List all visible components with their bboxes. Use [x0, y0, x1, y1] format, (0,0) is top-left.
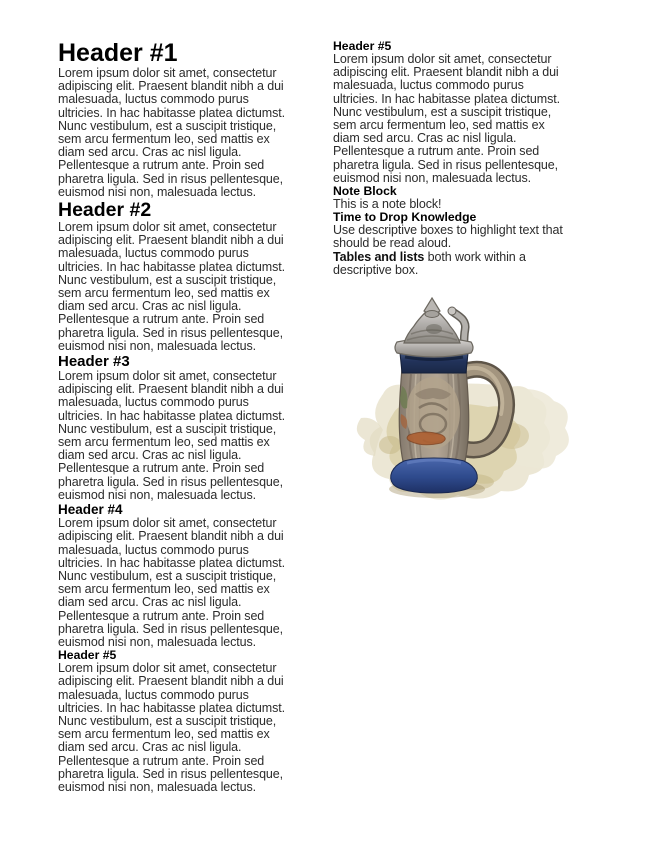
text-line: Lorem ipsum dolor sit amet, consectetur — [58, 516, 277, 531]
text-line: ultricies. In hac habitasse platea dictumst. — [58, 408, 285, 423]
text-line: euismod nisi non, malesuada lectus. — [58, 487, 257, 502]
text-line: euismod nisi non, malesuada lectus. — [58, 184, 257, 199]
text-line: diam sed arcu. Cras ac nisl ligula. — [58, 448, 242, 463]
text-line: malesuada, luctus commodo purus — [58, 246, 249, 261]
orange-band — [407, 432, 445, 445]
note-block-text: This is a note block! — [333, 197, 442, 212]
text-line: diam sed arcu. Cras ac nisl ligula. — [58, 145, 242, 160]
text-line: malesuada, luctus commodo purus — [58, 92, 249, 107]
text-line: euismod nisi non, malesuada lectus. — [58, 779, 257, 794]
lorem-paragraph — [58, 662, 320, 794]
text-line: malesuada, luctus commodo purus — [333, 78, 524, 93]
lorem-paragraph — [58, 221, 320, 353]
text-line: Nunc vestibulum, est a suscipit tristique, — [58, 568, 277, 583]
text-line: sem arcu fermentum leo, sed mattis ex — [333, 118, 545, 133]
text-line: malesuada, luctus commodo purus — [58, 395, 249, 410]
text-line: Nunc vestibulum, est a suscipit tristique, — [333, 104, 552, 119]
text-line: pharetra ligula. Sed in risus pellentesque, — [58, 325, 284, 340]
lorem-paragraph — [58, 67, 320, 199]
lorem-paragraph — [333, 53, 595, 185]
text-line: Nunc vestibulum, est a suscipit tristique, — [58, 118, 277, 133]
text-line: diam sed arcu. Cras ac nisl ligula. — [58, 740, 242, 755]
text-line: ultricies. In hac habitasse platea dictumst. — [58, 555, 285, 570]
tables-note-bold: Tables and lists — [333, 249, 425, 264]
text-line: ultricies. In hac habitasse platea dictumst. — [58, 700, 285, 715]
text-line: Pellentesque a rutrum ante. Proin sed — [58, 158, 265, 173]
text-line: adipiscing elit. Praesent blandit nibh a dui — [58, 674, 284, 689]
text-line: ultricies. In hac habitasse platea dictumst. — [333, 91, 560, 106]
knowledge-heading: Time to Drop Knowledge — [333, 210, 477, 225]
text-line: sem arcu fermentum leo, sed mattis ex — [58, 286, 270, 301]
lid-finial-base — [425, 311, 439, 318]
knowledge-text-line: should be read aloud. — [333, 236, 452, 251]
text-line: Pellentesque a rutrum ante. Proin sed — [58, 461, 265, 476]
text-line: sem arcu fermentum leo, sed mattis ex — [58, 132, 270, 147]
text-line: Lorem ipsum dolor sit amet, consectetur — [58, 220, 277, 235]
heading-level-3: Header #3 — [58, 353, 130, 371]
text-line: adipiscing elit. Praesent blandit nibh a dui — [58, 233, 284, 248]
text-line: adipiscing elit. Praesent blandit nibh a dui — [58, 382, 284, 397]
text-line: pharetra ligula. Sed in risus pellentesque, — [58, 474, 284, 489]
text-line: euismod nisi non, malesuada lectus. — [58, 338, 257, 353]
text-line: Nunc vestibulum, est a suscipit tristique, — [58, 272, 277, 287]
left-column — [58, 40, 320, 794]
text-line: sem arcu fermentum leo, sed mattis ex — [58, 727, 270, 742]
watercolor-splotch — [379, 436, 401, 454]
lorem-paragraph — [58, 517, 320, 649]
heading-level-5: Header #5 — [58, 648, 117, 663]
text-line: malesuada, luctus commodo purus — [58, 687, 249, 702]
stein-base — [391, 458, 478, 493]
text-line: adipiscing elit. Praesent blandit nibh a dui — [58, 79, 284, 94]
text-line: malesuada, luctus commodo purus — [58, 542, 249, 557]
lorem-paragraph — [58, 370, 320, 502]
text-line: Lorem ipsum dolor sit amet, consectetur — [58, 369, 277, 384]
text-line: Pellentesque a rutrum ante. Proin sed — [58, 312, 265, 327]
lid-detail — [426, 324, 442, 334]
text-line: sem arcu fermentum leo, sed mattis ex — [58, 435, 270, 450]
text-line: sem arcu fermentum leo, sed mattis ex — [58, 582, 270, 597]
knowledge-text-line: Use descriptive boxes to highlight text that — [333, 223, 563, 238]
heading-level-4: Header #4 — [58, 502, 123, 518]
text-line: Pellentesque a rutrum ante. Proin sed — [333, 144, 540, 159]
text-line: euismod nisi non, malesuada lectus. — [58, 634, 257, 649]
text-line: Lorem ipsum dolor sit amet, consectetur — [58, 661, 277, 676]
heading-level-5: Header #5 — [333, 39, 392, 53]
tables-note-line: descriptive box. — [333, 262, 419, 277]
text-line: adipiscing elit. Praesent blandit nibh a dui — [58, 529, 284, 544]
text-line: euismod nisi non, malesuada lectus. — [333, 170, 532, 185]
text-line: Pellentesque a rutrum ante. Proin sed — [58, 608, 265, 623]
text-line: diam sed arcu. Cras ac nisl ligula. — [58, 299, 242, 314]
lever-knob — [448, 307, 456, 315]
heading-level-1: Header #1 — [58, 39, 178, 67]
text-line: Nunc vestibulum, est a suscipit tristique, — [58, 421, 277, 436]
text-line: diam sed arcu. Cras ac nisl ligula. — [58, 595, 242, 610]
text-line: diam sed arcu. Cras ac nisl ligula. — [333, 131, 517, 146]
text-line: Pellentesque a rutrum ante. Proin sed — [58, 753, 265, 768]
text-line: adipiscing elit. Praesent blandit nibh a dui — [333, 65, 559, 80]
note-block-heading: Note Block — [333, 184, 397, 199]
tables-note-rest: both work within a — [424, 249, 526, 264]
text-line: Lorem ipsum dolor sit amet, consectetur — [333, 52, 552, 66]
text-line: ultricies. In hac habitasse platea dictumst. — [58, 259, 285, 274]
text-line: pharetra ligula. Sed in risus pellentesque, — [58, 766, 284, 781]
tables-note-line — [333, 251, 595, 264]
text-line: pharetra ligula. Sed in risus pellentesque, — [58, 621, 284, 636]
heading-level-2: Header #2 — [58, 199, 152, 222]
text-line: Nunc vestibulum, est a suscipit tristique, — [58, 713, 277, 728]
text-line: pharetra ligula. Sed in risus pellentesque, — [58, 171, 284, 186]
text-line: Lorem ipsum dolor sit amet, consectetur — [58, 66, 277, 80]
text-line: ultricies. In hac habitasse platea dictumst. — [58, 105, 285, 120]
stein-illustration — [353, 296, 583, 511]
right-column — [333, 40, 595, 277]
stein-watercolor-image — [353, 296, 583, 511]
text-line: pharetra ligula. Sed in risus pellentesque, — [333, 157, 559, 172]
